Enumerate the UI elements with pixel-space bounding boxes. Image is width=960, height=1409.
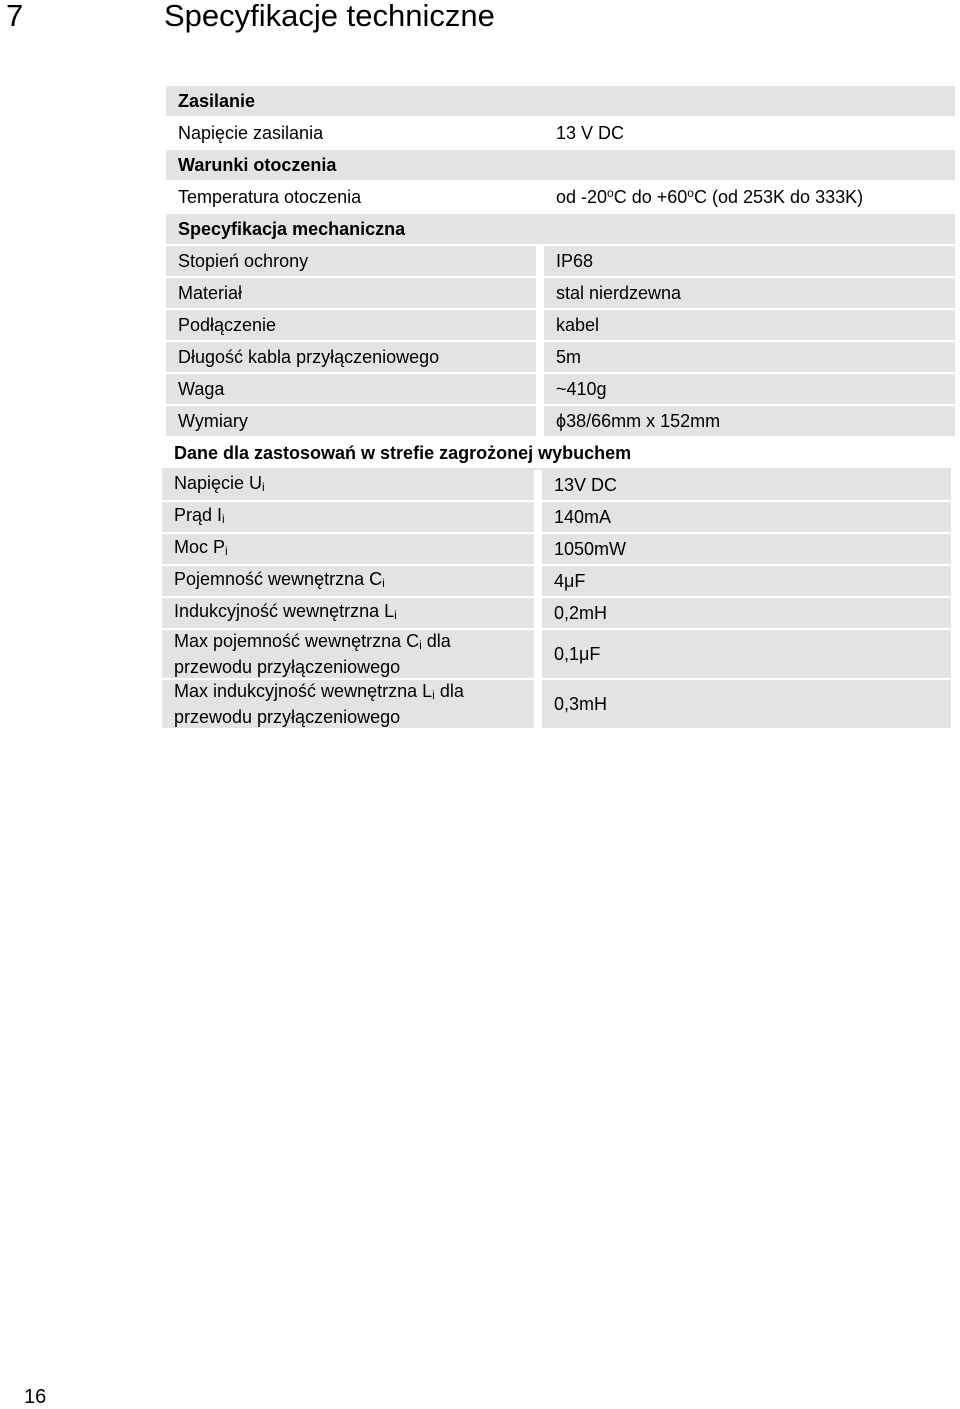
table-section-header bbox=[166, 214, 955, 246]
protection-label: Stopień ochrony bbox=[166, 246, 536, 278]
cable-length-label: Długość kabla przyłączeniowego bbox=[166, 342, 536, 374]
ex-voltage-value: 13V DC bbox=[534, 470, 951, 502]
ex-power-label: Moc $P_i$ bbox=[162, 534, 534, 566]
material-value: stal nierdzewna bbox=[536, 278, 955, 310]
ex-max-capacitance-value: 0,1μF bbox=[534, 630, 951, 680]
ex-max-inductance-value: 0,3mH bbox=[534, 680, 951, 730]
ex-inductance-value: 0,2mH bbox=[534, 598, 951, 630]
table-row bbox=[166, 182, 955, 214]
supply-voltage-label: Napięcie zasilania bbox=[166, 118, 536, 150]
weight-label: Waga bbox=[166, 374, 536, 406]
table-row bbox=[162, 502, 951, 534]
ex-inductance-label: Indukcyjność wewnętrzna $L_i$ bbox=[162, 598, 534, 630]
ex-current-value: 140mA bbox=[534, 502, 951, 534]
cable-length-value: 5m bbox=[536, 342, 955, 374]
protection-value: IP68 bbox=[536, 246, 955, 278]
table-row bbox=[166, 406, 955, 438]
ambient-temperature-label: Temperatura otoczenia bbox=[166, 182, 536, 214]
page-number: 16 bbox=[24, 1386, 47, 1408]
supply-voltage-value: 13 V DC bbox=[536, 118, 955, 150]
table-row bbox=[162, 566, 951, 598]
power-section-title: Zasilanie bbox=[166, 86, 955, 118]
connection-label: Podłączenie bbox=[166, 310, 536, 342]
table-row bbox=[166, 118, 955, 150]
table-row bbox=[162, 630, 951, 680]
table-section-header bbox=[166, 150, 955, 182]
dimensions-label: Wymiary bbox=[166, 406, 536, 438]
general-spec-table bbox=[166, 86, 955, 438]
ex-current-label: Prąd $I_i$ bbox=[162, 502, 534, 534]
ex-voltage-label: Napięcie $U_i$ bbox=[162, 470, 534, 502]
table-row bbox=[166, 310, 955, 342]
connection-value: kabel bbox=[536, 310, 955, 342]
table-section-header bbox=[166, 86, 955, 118]
dimensions-value: ϕ38/66mm x 152mm bbox=[536, 406, 955, 438]
ex-capacitance-label: Pojemność wewnętrzna $C_i$ bbox=[162, 566, 534, 598]
chapter-number: 7 bbox=[6, 0, 24, 33]
chapter-title: Specyfikacje techniczne bbox=[164, 0, 495, 33]
table-row bbox=[166, 374, 955, 406]
ex-data-table bbox=[162, 438, 951, 730]
ambient-temperature-value: od -20$^o$C do $+60^oC$ (od 253K do 333K) bbox=[536, 182, 955, 214]
table-row bbox=[162, 534, 951, 566]
table-row bbox=[162, 680, 951, 730]
table-row bbox=[162, 598, 951, 630]
table-row bbox=[166, 246, 955, 278]
mechanical-section-title: Specyfikacja mechaniczna bbox=[166, 214, 955, 246]
table-section-header bbox=[162, 438, 951, 470]
ex-power-value: 1050mW bbox=[534, 534, 951, 566]
environment-section-title: Warunki otoczenia bbox=[166, 150, 955, 182]
table-row bbox=[166, 342, 955, 374]
table-row bbox=[162, 470, 951, 502]
weight-value: ~410g bbox=[536, 374, 955, 406]
ex-max-capacitance-label: Max pojemność wewnętrzna $C_i$ dla przewodu przyłączeniowego bbox=[162, 630, 534, 680]
table-row bbox=[166, 278, 955, 310]
ex-max-inductance-label: Max indukcyjność wewnętrzna $L_i$ dla przewodu przyłączeniowego bbox=[162, 680, 534, 730]
material-label: Materiał bbox=[166, 278, 536, 310]
ex-capacitance-value: 4μF bbox=[534, 566, 951, 598]
chapter-heading bbox=[0, 0, 960, 38]
ex-section-title: Dane dla zastosowań w strefie zagrożonej wybuchem bbox=[162, 438, 951, 470]
